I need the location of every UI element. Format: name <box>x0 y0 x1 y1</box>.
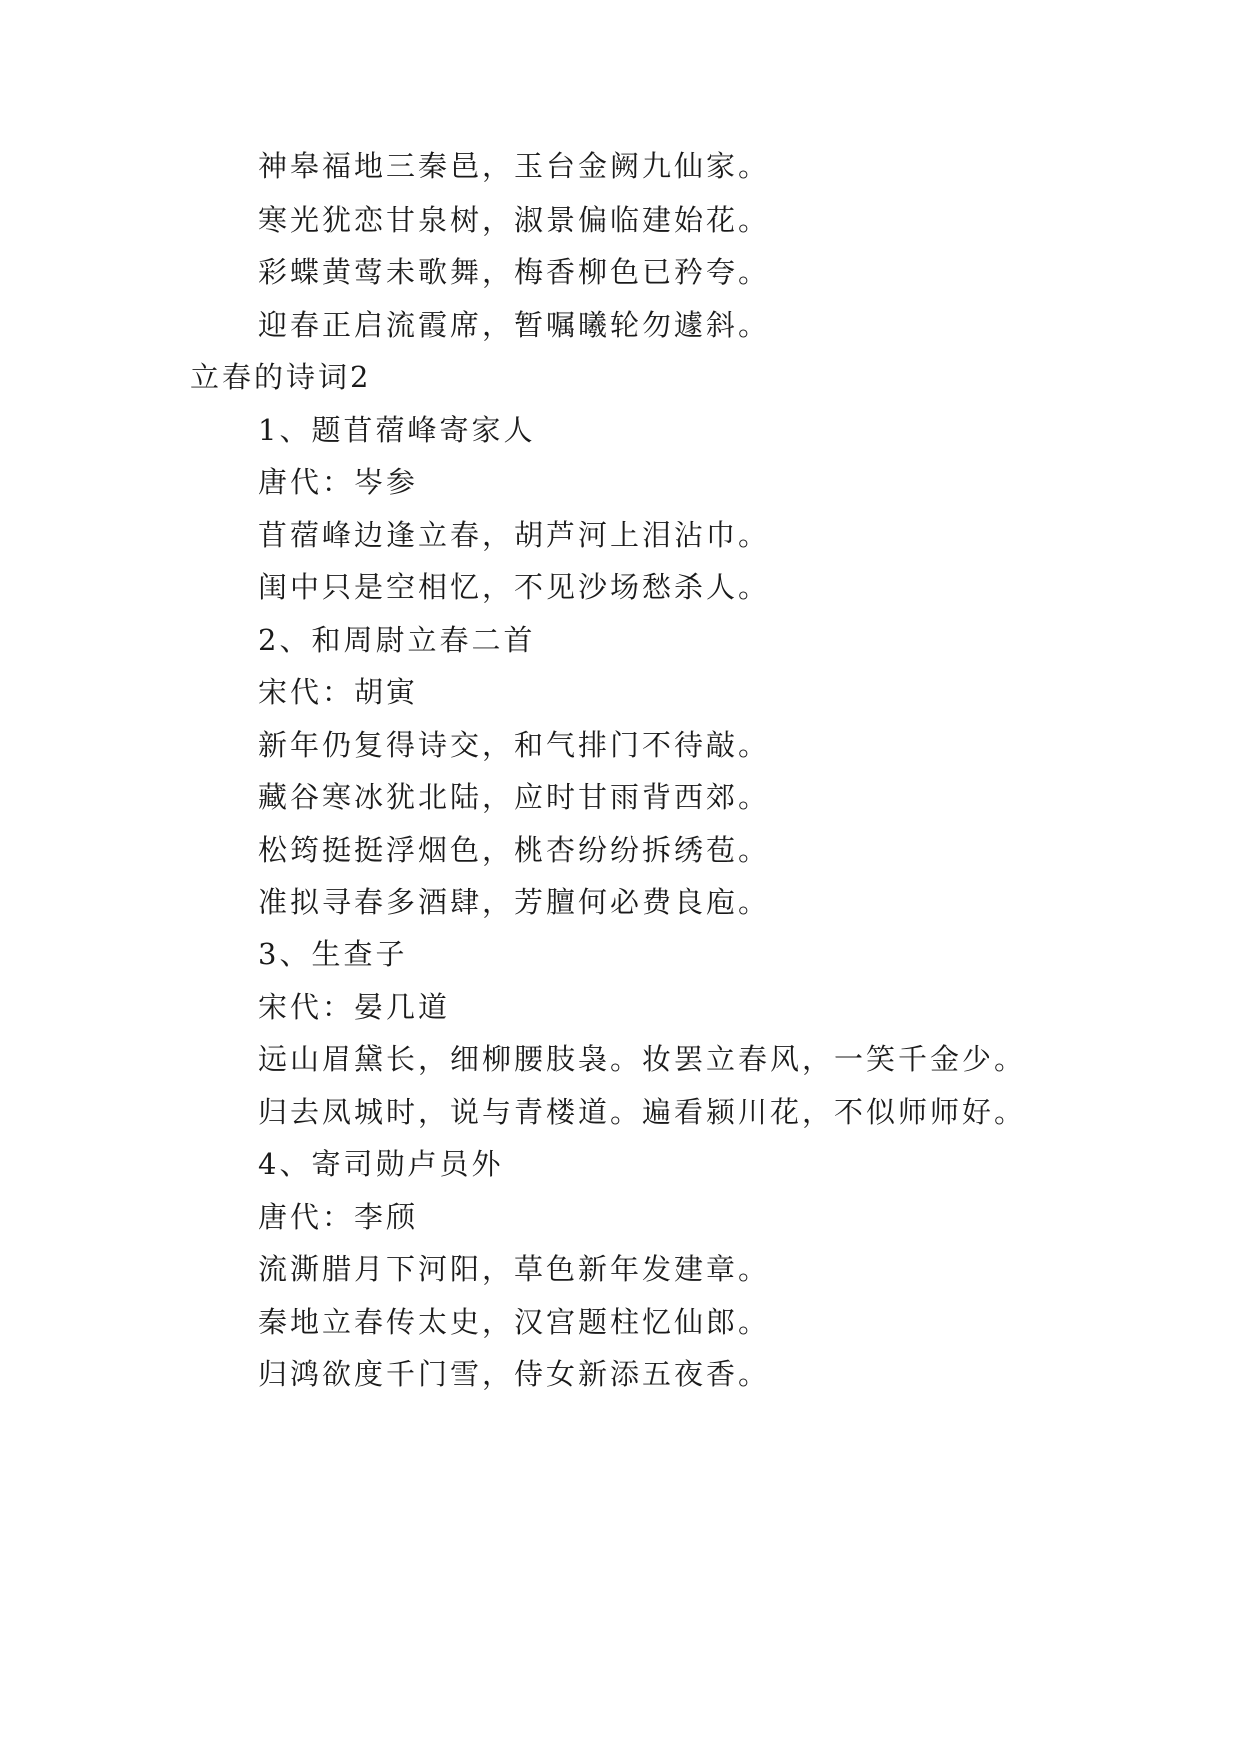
poem-line: 彩蝶黄莺未歌舞，梅香柳色已矜夸。 <box>258 255 771 289</box>
poem-line: 流澌腊月下河阳，草色新年发建章。 <box>258 1252 771 1286</box>
poem-title: 4、寄司勋卢员外 <box>258 1147 504 1181</box>
poem-line: 秦地立春传太史，汉宫题柱忆仙郎。 <box>258 1305 771 1339</box>
poem-author: 宋代：胡寅 <box>258 675 419 709</box>
poem-author: 宋代：晏几道 <box>258 990 451 1024</box>
poem-line: 新年仍复得诗交，和气排门不待敲。 <box>258 728 771 762</box>
poem-author: 唐代：岑参 <box>258 465 419 499</box>
poem-line: 准拟寻春多酒肆，芳膻何必费良庖。 <box>258 885 771 919</box>
poem-line: 归鸿欲度千门雪，侍女新添五夜香。 <box>258 1357 771 1391</box>
poem-line: 藏谷寒冰犹北陆，应时甘雨背西郊。 <box>258 780 771 814</box>
poem-title: 1、题苜蓿峰寄家人 <box>258 413 536 447</box>
poem-line: 闺中只是空相忆，不见沙场愁杀人。 <box>258 570 771 604</box>
poem-line: 寒光犹恋甘泉树，淑景偏临建始花。 <box>258 203 771 237</box>
poem-line: 远山眉黛长，细柳腰肢袅。妆罢立春风，一笑千金少。 <box>258 1042 1027 1076</box>
poem-author: 唐代：李颀 <box>258 1200 419 1234</box>
poem-line: 迎春正启流霞席，暂嘱曦轮勿遽斜。 <box>258 308 771 342</box>
section-title: 立春的诗词2 <box>190 360 372 394</box>
poem-line: 苜蓿峰边逢立春，胡芦河上泪沾巾。 <box>258 518 771 552</box>
poem-line: 神皋福地三秦邑，玉台金阙九仙家。 <box>258 149 771 183</box>
poem-title: 3、生查子 <box>258 937 408 971</box>
poem-line: 归去凤城时，说与青楼道。遍看颍川花，不似师师好。 <box>258 1095 1027 1129</box>
poem-line: 松筠挺挺浮烟色，桃杏纷纷拆绣苞。 <box>258 833 771 867</box>
poem-title: 2、和周尉立春二首 <box>258 623 536 657</box>
